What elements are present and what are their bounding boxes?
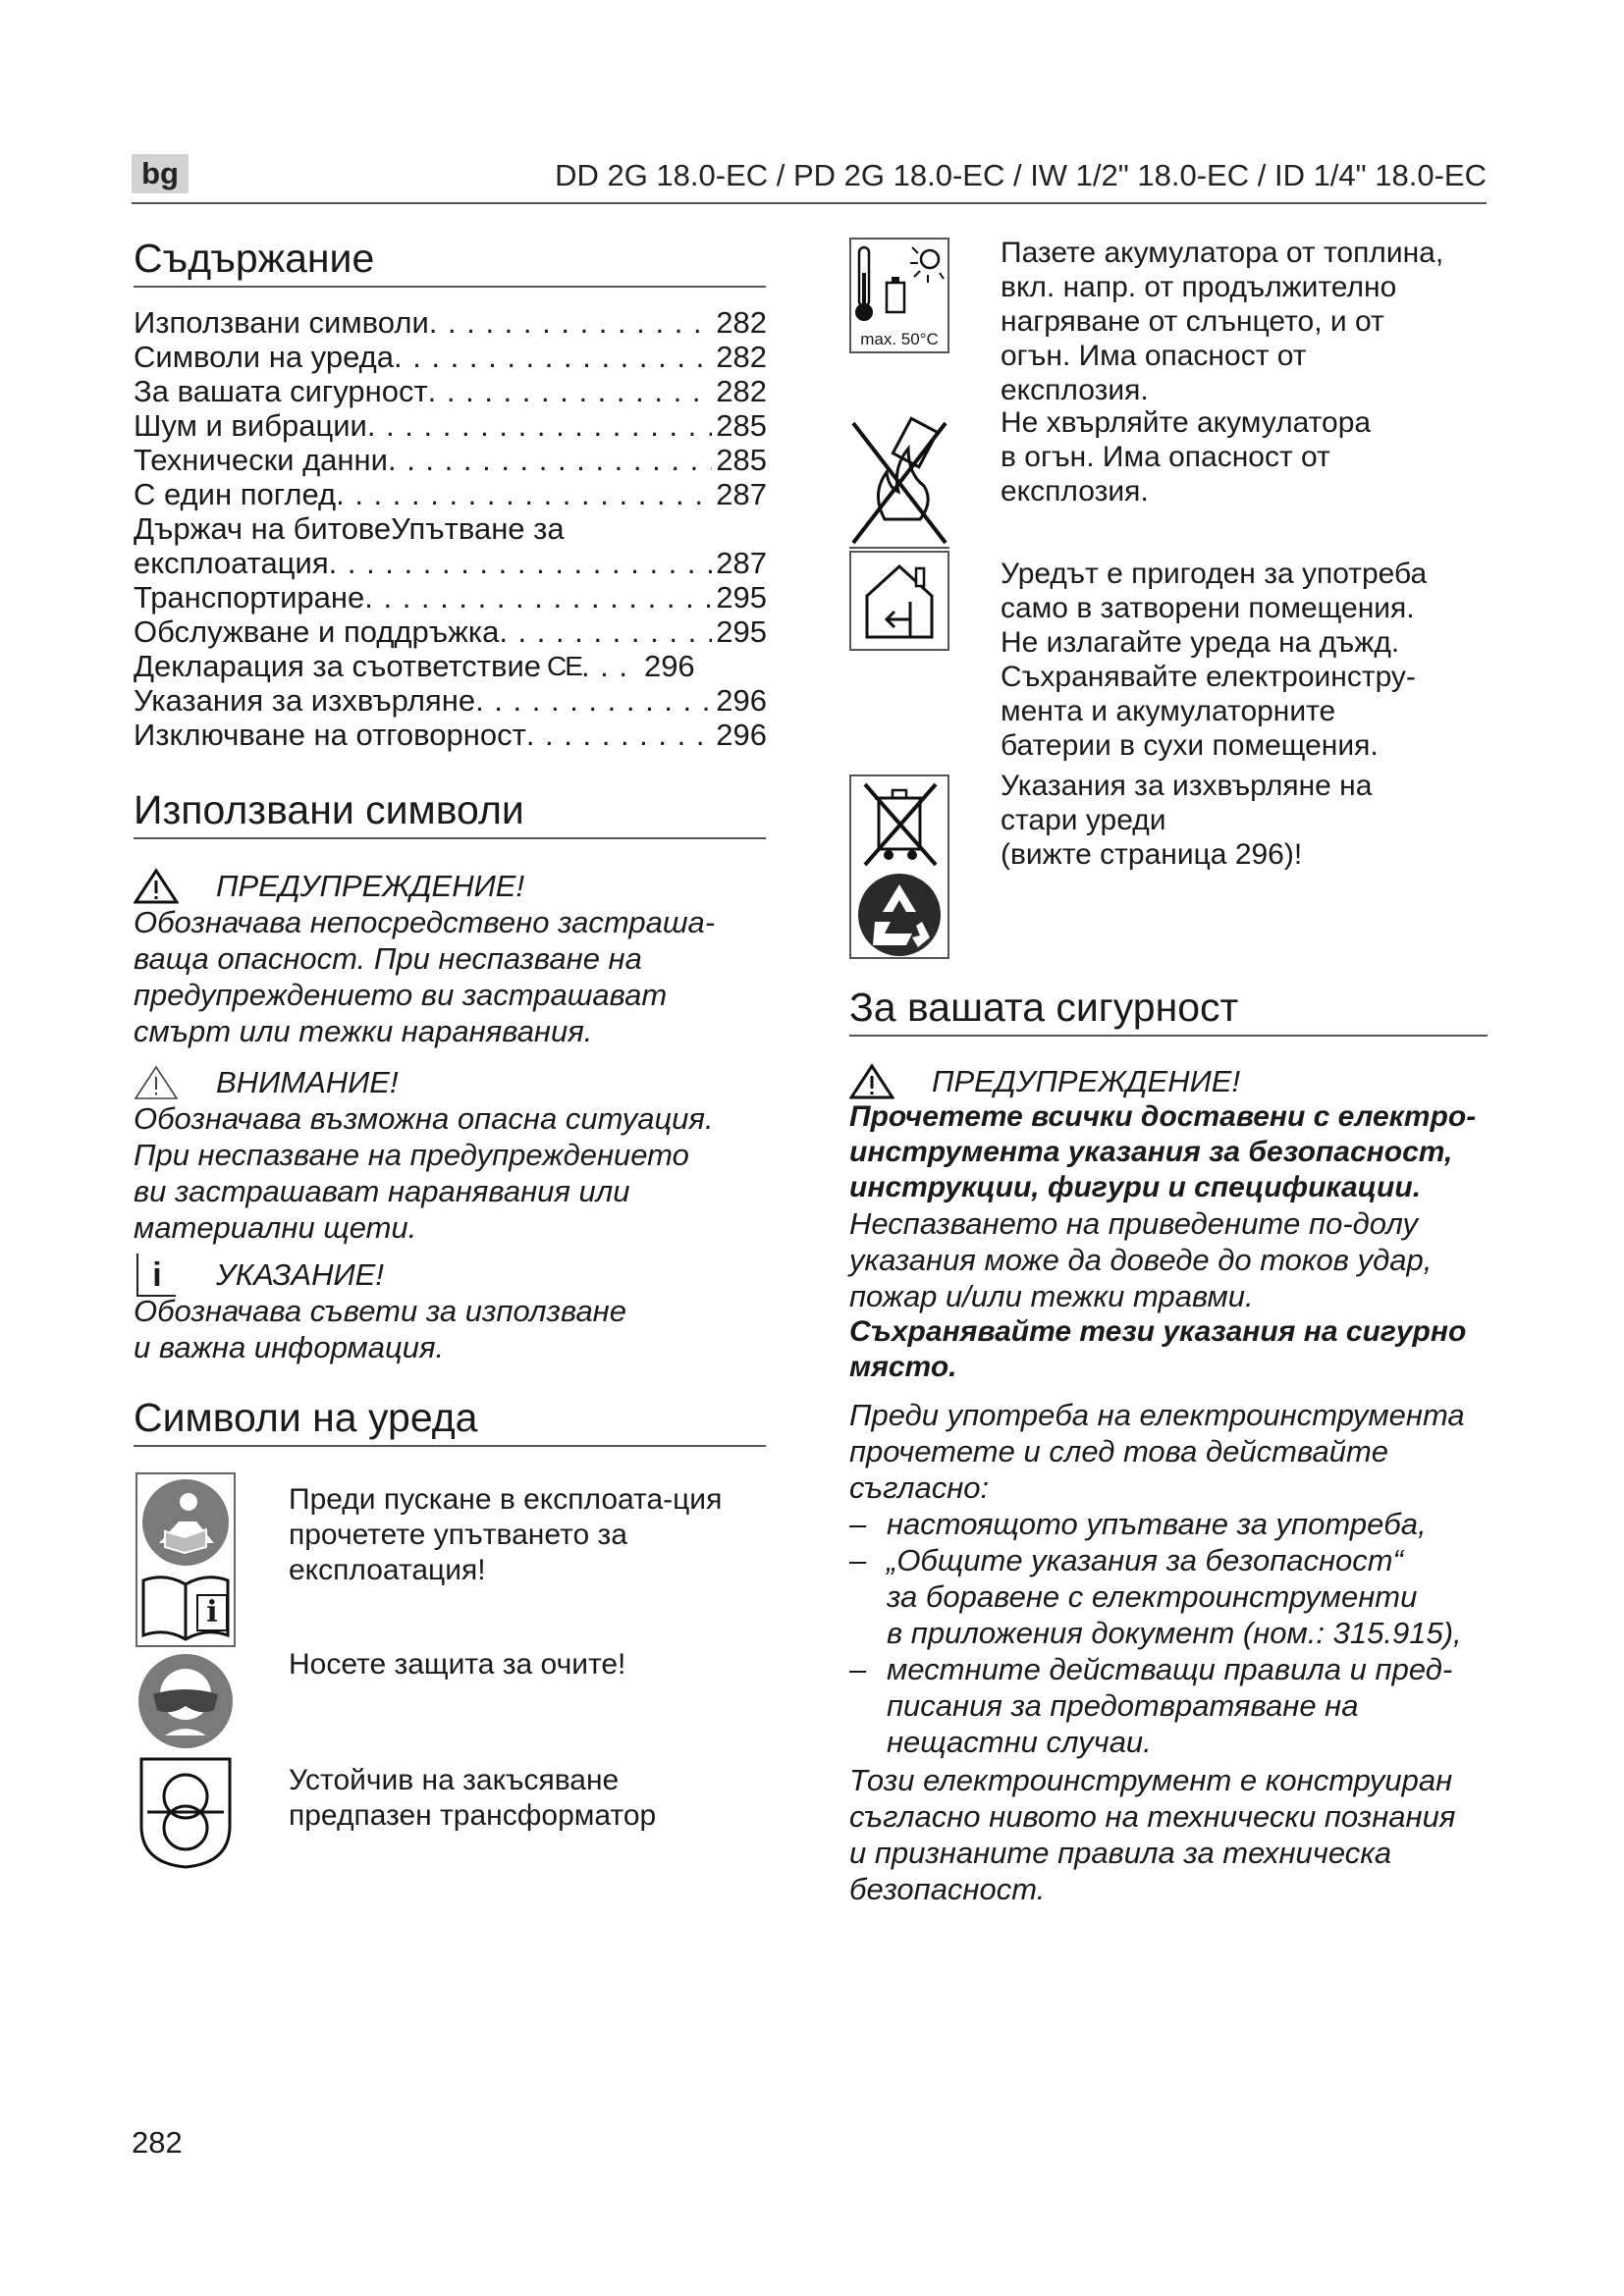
toc-entry[interactable]: С един поглед . . . 287 (134, 477, 767, 511)
right-column (849, 238, 1488, 1907)
info-letter: i (196, 1594, 228, 1631)
read-manual-icon (135, 1472, 236, 1647)
symbols-used-title: Използвани символи (134, 787, 766, 839)
toc-entry[interactable]: Декларация за съответствие CE . . . 296 (134, 649, 767, 683)
toc-entry[interactable]: Изключване на отговорност . . . 296 (134, 718, 767, 752)
safety-list (849, 1506, 1488, 1760)
list-item: – „Общите указания за безопасност“ за боравене с електроинструменти в приложения документ (ном.: 315.915), (849, 1543, 1462, 1650)
device-symbols-title: Символи на уреда (134, 1395, 766, 1447)
model-header: DD 2G 18.0-EC / PD 2G 18.0-EC / IW 1/2" 18.0-EC / ID 1/4" 18.0-EC (555, 158, 1487, 192)
header-rule (132, 202, 1487, 204)
info-icon: i (134, 1257, 179, 1293)
safety-closing-text: Този електроинструмент е конструиран съгласно нивото на технически познания и признаните правила за техническа безопасност. (849, 1763, 1456, 1906)
battery-symbol-row: Не хвърляйте акумулатора в огън. Има опасност от експлозия. (849, 409, 1488, 549)
battery-symbol-row: Уредът е пригоден за употреба само в затворени помещения. Не излагайте уреда на дъжд. Съхранявайте електроинстру- мента и акумулаторните батерии в сухи помещения. (849, 551, 1488, 763)
toc-entry[interactable]: Транспортиране . . . 295 (134, 580, 767, 614)
battery-symbol-row: max. 50°C Пазете акумулатора от топлина, вкл. напр. от продължително нагряване от слънцето, и от огън. Има опасност от експлозия. (849, 238, 1488, 407)
toc-entry[interactable]: експлоатация . . . 287 (134, 546, 767, 580)
toc-entry[interactable]: Използвани символи . . . 282 (134, 305, 767, 340)
left-column (134, 236, 766, 1871)
toc-entry[interactable]: Технически данни . . . 285 (134, 443, 767, 477)
toc-entry[interactable]: Символи на уреда . . . 282 (134, 340, 767, 374)
safety-bold-text: Прочетете всички доставени с електро- инструмента указания за безопасност, инструкции, фигури и спецификации. (849, 1100, 1477, 1203)
safety-title: За вашата сигурност (849, 985, 1488, 1037)
safety-consequence-text: Неспазването на приведените по-долу указания може да доведе до токов удар, пожар и/или тежки травми. (849, 1206, 1433, 1313)
toc-entry[interactable]: Обслужване и поддръжка . . . 295 (134, 614, 767, 649)
safety-keep-text: Съхранявайте тези указания на сигурно място. (849, 1315, 1467, 1383)
no-fire-icon (849, 409, 949, 549)
max-temperature-icon (849, 238, 949, 353)
page-number: 282 (132, 2125, 183, 2160)
recycling-icon (849, 774, 949, 959)
toc-title: Съдържание (134, 236, 766, 288)
language-badge: bg (132, 154, 189, 193)
transformer-icon (135, 1755, 236, 1871)
caution-triangle-icon (134, 1065, 179, 1100)
device-symbol-row: Носете защита за очите! (134, 1651, 766, 1751)
toc-entry[interactable]: Указания за изхвърляне . . . 296 (134, 683, 767, 718)
toc-entry[interactable]: Шум и вибрации . . . 285 (134, 408, 767, 443)
warning-triangle-icon (849, 1064, 894, 1099)
indoor-use-icon (849, 551, 949, 651)
safety-warning-head: ПРЕДУПРЕЖДЕНИЕ! (849, 1064, 1488, 1099)
max-temp-label: max. 50°C (860, 330, 939, 348)
battery-symbol-row: Указания за изхвърляне на стари уреди (вижте страница 296)! (849, 774, 1488, 959)
safety-intro-text: Преди употреба на електроинструмента прочетете и след това действайте съгласно: (849, 1398, 1465, 1505)
list-item: – настоящото упътване за употреба, (849, 1507, 1427, 1541)
toc-entry[interactable]: За вашата сигурност . . . 282 (134, 374, 767, 408)
device-symbol-row: i Преди пускане в експлоата-ция прочетете упътването за експлоатация! (134, 1472, 766, 1647)
ce-mark: CE (547, 651, 581, 681)
device-symbol-row: Устойчив на закъсяване предпазен трансформатор (134, 1755, 766, 1871)
eye-protection-icon (135, 1651, 236, 1751)
warning-triangle-icon (134, 869, 179, 904)
table-of-contents (134, 305, 767, 752)
caution-callout: ВНИМАНИЕ! Обозначава възможна опасна ситуация. При неспазване на предупреждението ви застрашават наранявания или материални щети. (134, 1065, 714, 1245)
note-callout: i УКАЗАНИЕ! Обозначава съвети за използване и важна информация. (134, 1257, 766, 1365)
list-item: – местните действащи правила и пред- писания за предотвратяване на нещастни случаи. (849, 1652, 1453, 1759)
warning-callout: ПРЕДУПРЕЖДЕНИЕ! Обозначава непосредствено застраша- ваща опасност. При неспазване на предупреждението ви застрашават смърт или тежки наранявания. (134, 869, 716, 1048)
toc-entry[interactable]: Държач на битовеУпътване за (134, 511, 565, 546)
